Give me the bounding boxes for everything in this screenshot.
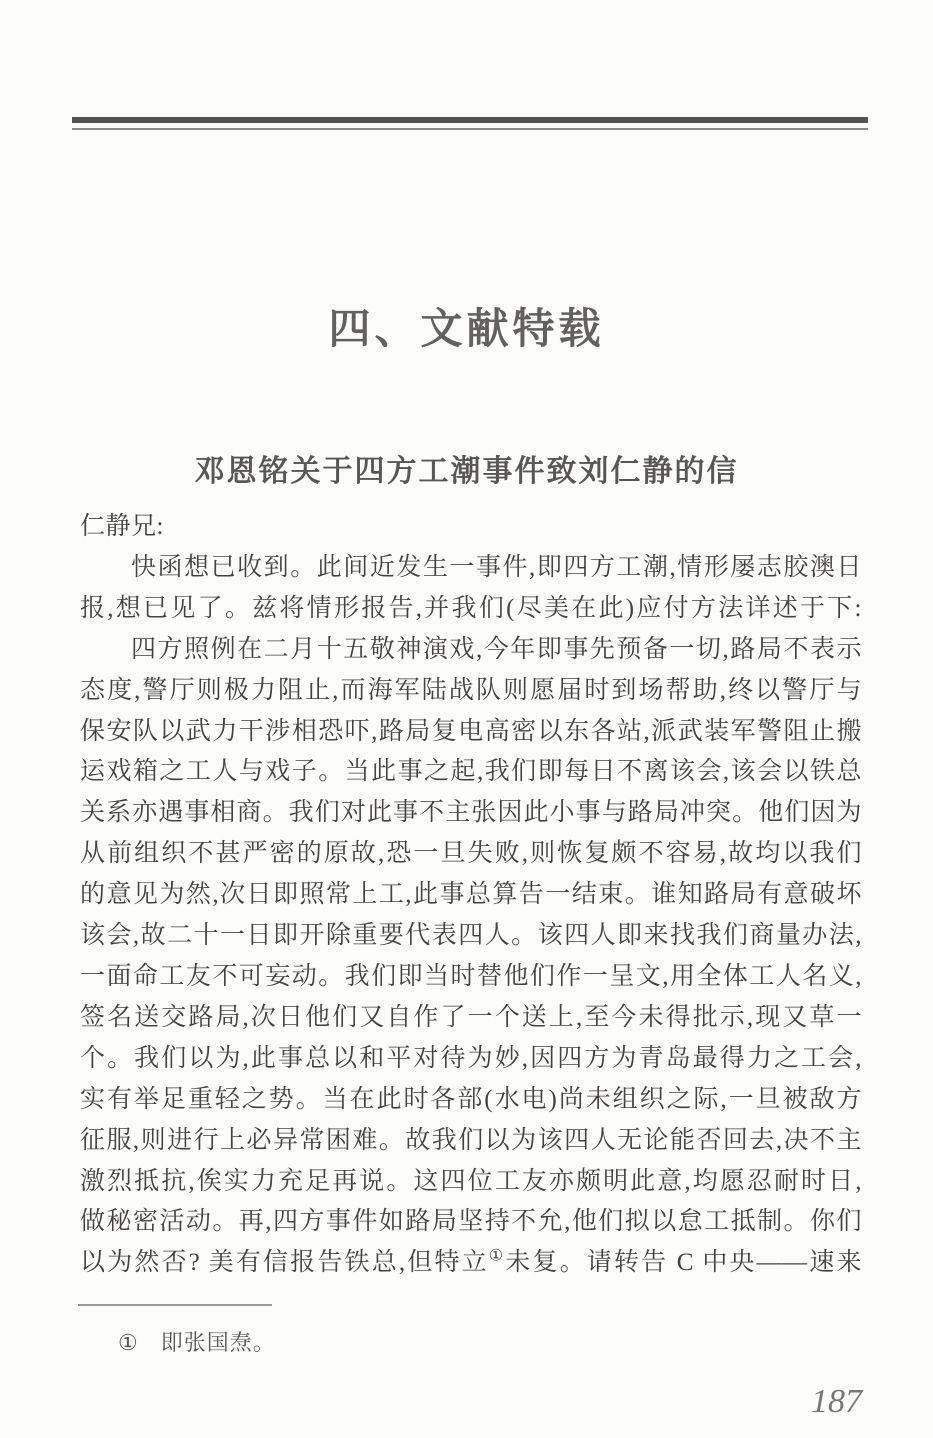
text-line: 快函想已收到。此间近发生一事件,即四方工潮,情形屡志胶澳日 [131, 553, 862, 581]
header-rule-thin [72, 128, 868, 130]
text-line: 该会,故二十一日即开除重要代表四人。该四人即来找我们商量办法, [80, 922, 862, 950]
text-line: 从前组织不甚严密的原故,恐一旦失败,则恢复颇不容易,故均以我们 [80, 840, 862, 868]
text-line: 签名送交路局,次日他们又自作了一个送上,至今未得批示,现又草一 [80, 1003, 862, 1031]
text-line-with-footnote-ref [80, 1243, 862, 1284]
text-line: 一面命工友不可妄动。我们即当时替他们作一呈文,用全体工人名义, [80, 962, 862, 990]
text-line: 关系亦遇事相商。我们对此事不主张因此小事与路局冲突。他们因为 [80, 799, 862, 827]
section-title: 四、文献特载 [328, 305, 605, 352]
text-line: 态度,警厅则极力阻止,而海军陆战队则愿届时到场帮助,终以警厅与 [80, 676, 862, 704]
page-number: 187 [811, 1383, 862, 1420]
letter-body [80, 507, 862, 1284]
footnote-marker: ① [118, 1330, 139, 1355]
footnote-reference-mark: ① [488, 1247, 506, 1265]
text-line: 保安队以武力干涉相恐吓,路局复电高密以东各站,派武装军警阻止搬 [80, 717, 862, 745]
text-segment: 以为然否? 美有信报告铁总,但特立 [80, 1249, 489, 1277]
footnote-text: 即张国焘。 [160, 1330, 276, 1355]
text-line: 做秘密活动。再,四方事件如路局坚持不允,他们拟以怠工抵制。你们 [80, 1208, 862, 1236]
text-line: 实有举足重轻之势。当在此时各部(水电)尚未组织之际,一旦被敌方 [80, 1085, 862, 1113]
text-line: 报,想已见了。兹将情形报告,并我们(尽美在此)应付方法详述于下: [80, 594, 862, 622]
article-title: 邓恩铭关于四方工潮事件致刘仁静的信 [194, 455, 739, 488]
footnote-divider [78, 1304, 272, 1306]
text-line: 征服,则进行上必异常困难。故我们以为该四人无论能否回去,决不主 [80, 1126, 862, 1154]
text-line: 四方照例在二月十五敬神演戏,今年即事先预备一切,路局不表示 [131, 635, 862, 663]
text-line: 激烈抵抗,俟实力充足再说。这四位工友亦颇明此意,均愿忍耐时日, [80, 1167, 862, 1195]
footnote [118, 1326, 276, 1357]
text-segment: 未复。请转告 C 中央——速来 [505, 1249, 862, 1277]
text-line: 个。我们以为,此事总以和平对待为妙,因四方为青岛最得力之工会, [80, 1044, 862, 1072]
salutation-line: 仁静兄: [80, 513, 164, 540]
text-line: 的意见为然,次日即照常上工,此事总算告一结束。谁知路局有意破坏 [80, 881, 862, 909]
text-line: 运戏箱之工人与戏子。当此事之起,我们即每日不离该会,该会以铁总 [80, 758, 862, 786]
header-rule-thick [72, 117, 868, 123]
